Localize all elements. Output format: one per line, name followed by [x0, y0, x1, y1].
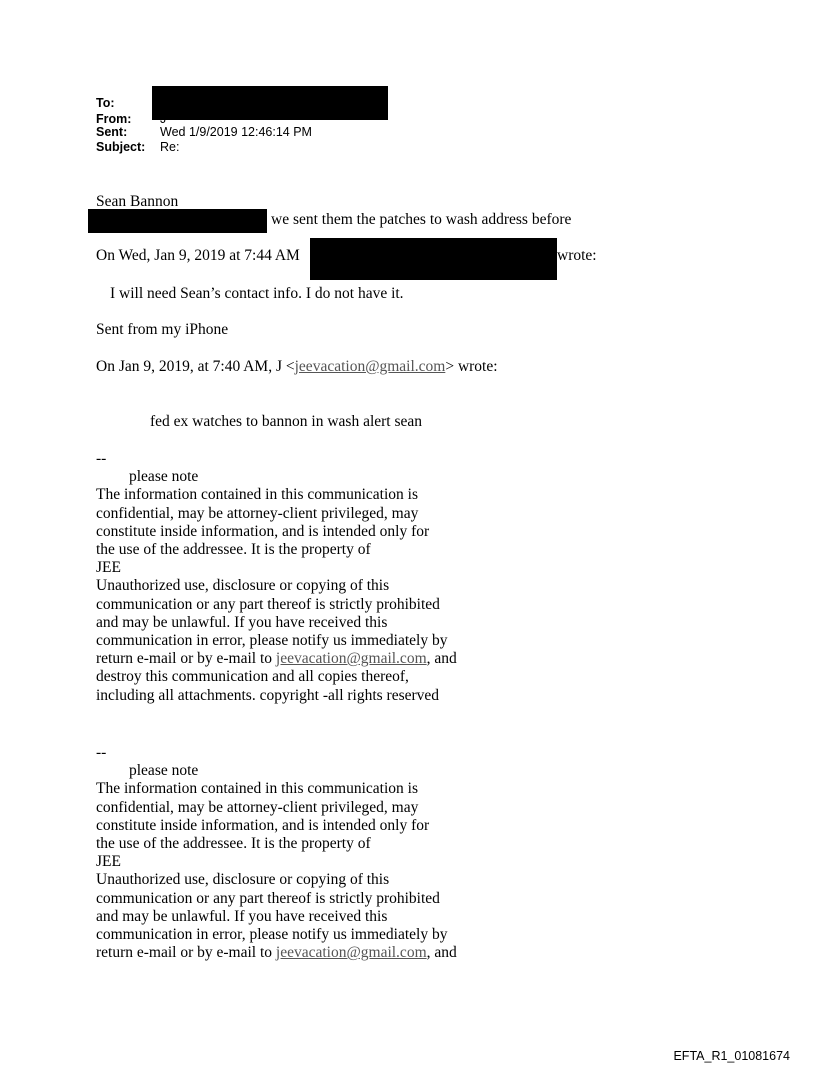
disclaimer-return-line [96, 944, 457, 962]
disclaimer-line: Unauthorized use, disclosure or copying of this [96, 871, 390, 889]
disclaimer-return-line [96, 650, 457, 668]
return-post: , and [426, 650, 457, 668]
return-pre: return e-mail or by e-mail to [96, 944, 276, 962]
to-label: To: [96, 96, 115, 110]
disclaimer-block-1 [96, 450, 457, 705]
disclaimer-line: The information contained in this communication is [96, 486, 418, 504]
redaction-box-reply [88, 209, 267, 233]
disclaimer-line: confidential, may be attorney-client privileged, may [96, 504, 419, 522]
disclaimer-line: JEE [96, 559, 121, 577]
disclaimer-email-link[interactable]: jeevacation@gmail.com [275, 650, 427, 668]
quote2-text: fed ex watches to bannon in wash alert sean [150, 413, 423, 430]
quote2-email-link[interactable]: jeevacation@gmail.com [294, 358, 446, 375]
disclaimer-line: confidential, may be attorney-client privileged, may [96, 798, 419, 816]
return-pre: return e-mail or by e-mail to [96, 650, 276, 668]
disclaimer-line: the use of the addressee. It is the property of [96, 541, 371, 559]
please-note: please note [129, 762, 199, 780]
subject-row [96, 140, 312, 156]
redaction-box-quote-sender [310, 238, 557, 280]
document-id-footer: EFTA_R1_01081674 [673, 1049, 790, 1063]
quote2-intro-post: > wrote: [445, 358, 498, 375]
disclaimer-line: communication in error, please notify us immediately by [96, 632, 448, 650]
disclaimer-line: communication or any part thereof is strictly prohibited [96, 595, 440, 613]
disclaimer-line: The information contained in this communication is [96, 780, 418, 798]
disclaimer-email-link[interactable]: jeevacation@gmail.com [275, 944, 427, 962]
sent-label: Sent: [96, 124, 128, 139]
please-note: please note [129, 468, 199, 486]
subject-value: Re: [160, 140, 180, 154]
disclaimer-line: communication in error, please notify us immediately by [96, 926, 448, 944]
disclaimer-line: Unauthorized use, disclosure or copying of this [96, 577, 390, 595]
return-post: , and [426, 944, 457, 962]
quote2-intro-pre: On Jan 9, 2019, at 7:40 AM, J < [96, 358, 295, 375]
sent-from-line: Sent from my iPhone [96, 321, 229, 338]
disclaimer-line: destroy this communication and all copies thereof, [96, 668, 409, 686]
disclaimer-line: JEE [96, 853, 121, 871]
disclaimer-line: the use of the addressee. It is the property of [96, 835, 371, 853]
redaction-box-to-from [152, 86, 388, 120]
disclaimer-line: constitute inside information, and is intended only for [96, 816, 430, 834]
sender-name: Sean Bannon [96, 193, 179, 210]
disclaimer-line: and may be unlawful. If you have received this [96, 613, 388, 631]
disclaimer-line: and may be unlawful. If you have received this [96, 907, 388, 925]
disclaimer-block-2 [96, 744, 457, 962]
quote1-text: I will need Sean’s contact info. I do not have it. [110, 285, 404, 302]
separator: -- [96, 450, 107, 467]
quote1-wrote: wrote: [557, 247, 597, 264]
from-label: From: [96, 111, 132, 125]
reply-line: we sent them the patches to wash address before [271, 211, 572, 228]
quote1-intro: On Wed, Jan 9, 2019 at 7:44 AM [96, 247, 300, 264]
disclaimer-line: communication or any part thereof is strictly prohibited [96, 889, 440, 907]
sent-value: Wed 1/9/2019 12:46:14 PM [160, 124, 312, 139]
separator: -- [96, 744, 107, 761]
disclaimer-line: including all attachments. copyright -all rights reserved [96, 686, 440, 704]
quote2-intro [96, 358, 498, 376]
subject-label: Subject: [96, 140, 146, 154]
sent-row [96, 125, 312, 141]
disclaimer-line: constitute inside information, and is intended only for [96, 522, 430, 540]
